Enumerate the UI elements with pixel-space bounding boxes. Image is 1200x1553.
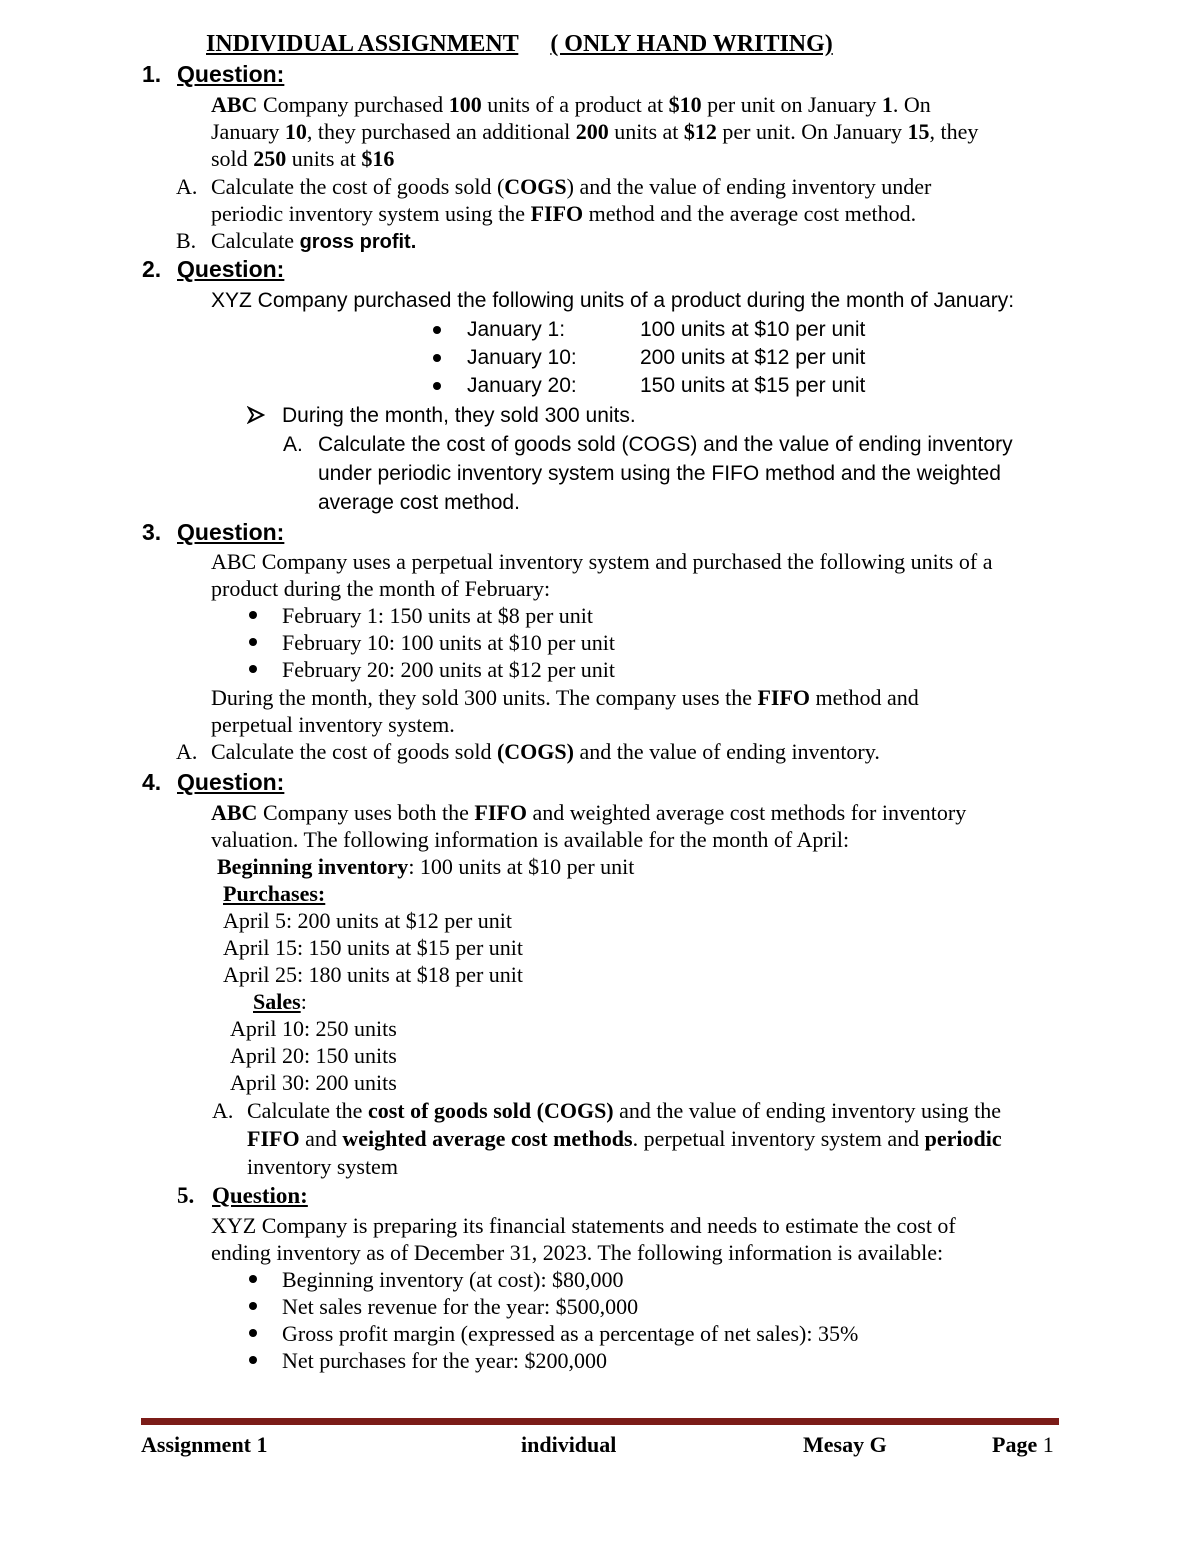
q2-item-detail: 100 units at $10 per unit [640,318,866,341]
bullet-icon [249,1356,257,1364]
footer-author: Mesay G [803,1432,887,1457]
q5-item: Net purchases for the year: $200,000 [282,1348,608,1373]
q4-a-line-1: Calculate the cost of goods sold (COGS) and the value of ending inventory using the [247,1098,1001,1123]
q4-heading: Question: [177,769,285,795]
q1-b-line: Calculate gross profit. [211,228,417,253]
q3-sold-line-2: perpetual inventory system. [211,712,455,737]
q4-number: 4. [142,769,162,795]
q4-sale: April 30: 200 units [230,1070,397,1095]
bullet-icon [249,665,257,673]
bullet-icon [433,354,441,362]
title-note: ( ONLY HAND WRITING) [550,31,833,57]
q3-number: 3. [142,519,162,545]
q4-intro-line-1: ABC Company uses both the FIFO and weighted average cost methods for inventory [211,800,967,825]
footer-page: Page 1 [992,1432,1054,1457]
q3-intro-line-1: ABC Company uses a perpetual inventory system and purchased the following units of a [211,549,993,574]
q2-item-date: January 10: [467,346,577,369]
q3-a-line: Calculate the cost of goods sold (COGS) and the value of ending inventory. [211,739,880,764]
q2-intro: XYZ Company purchased the following units of a product during the month of January: [211,289,1015,312]
bullet-icon [433,326,441,334]
q4-purchase: April 25: 180 units at $18 per unit [223,962,524,987]
bullet-icon [249,638,257,646]
q5-number: 5. [177,1183,195,1208]
q2-a-label: A. [283,433,303,456]
q1-para-line-3: sold 250 units at $16 [211,146,395,171]
q4-purchase: April 15: 150 units at $15 per unit [223,935,524,960]
q5-item: Gross profit margin (expressed as a percentage of net sales): 35% [282,1321,859,1346]
bullet-icon [433,382,441,390]
q3-item: February 20: 200 units at $12 per unit [282,657,616,682]
q5-intro-line-1: XYZ Company is preparing its financial statements and needs to estimate the cost of [211,1213,956,1238]
q5-heading: Question: [212,1183,308,1208]
q2-a-line-1: Calculate the cost of goods sold (COGS) and the value of ending inventory [318,433,1013,456]
q1-para-line-1: ABC Company purchased 100 units of a product at $10 per unit on January 1. On [211,92,931,117]
q2-item-detail: 200 units at $12 per unit [640,346,866,369]
q1-para-line-2: January 10, they purchased an additional 200 units at $12 per unit. On January 15, they [211,119,979,144]
q4-purchases-heading: Purchases: [223,881,326,906]
q2-item-date: January 1: [467,318,566,341]
q4-a-label: A. [212,1098,234,1123]
q1-a-line-1: Calculate the cost of goods sold (COGS) and the value of ending inventory under [211,174,932,199]
q4-purchase: April 5: 200 units at $12 per unit [223,908,513,933]
footer-type: individual [521,1432,617,1457]
q2-item-detail: 150 units at $15 per unit [640,374,866,397]
q3-heading: Question: [177,519,285,545]
q5-item: Net sales revenue for the year: $500,000 [282,1294,639,1319]
q3-sold-line-1: During the month, they sold 300 units. The company uses the FIFO method and [211,685,919,710]
q4-sale: April 10: 250 units [230,1016,397,1041]
bullet-icon [249,611,257,619]
q1-number: 1. [142,61,162,87]
q1-a-label: A. [176,174,198,199]
q2-sold-line: During the month, they sold 300 units. [282,404,636,427]
q2-a-line-2: under periodic inventory system using the FIFO method and the weighted [318,462,1001,485]
q2-heading: Question: [177,256,285,282]
footer-assignment: Assignment 1 [141,1432,268,1457]
q5-intro-line-2: ending inventory as of December 31, 2023. The following information is available: [211,1240,944,1265]
q2-item-date: January 20: [467,374,577,397]
arrow-bullet-icon [247,406,265,424]
q3-a-label: A. [176,739,198,764]
q4-sale: April 20: 150 units [230,1043,397,1068]
title-main: INDIVIDUAL ASSIGNMENT [206,31,519,57]
q4-a-line-2: FIFO and weighted average cost methods. perpetual inventory system and periodic [247,1126,1002,1151]
q4-intro-line-2: valuation. The following information is available for the month of April: [211,827,850,852]
q4-sales-heading: Sales: [253,989,307,1014]
page-title [178,31,833,58]
q2-a-line-3: average cost method. [318,491,520,514]
bullet-icon [249,1329,257,1337]
q4-a-line-3: inventory system [247,1154,398,1179]
q3-item: February 10: 100 units at $10 per unit [282,630,616,655]
q1-heading: Question: [177,61,285,87]
bullet-icon [249,1302,257,1310]
q2-number: 2. [142,256,162,282]
q3-item: February 1: 150 units at $8 per unit [282,603,594,628]
bullet-icon [249,1275,257,1283]
q3-intro-line-2: product during the month of February: [211,576,551,601]
footer-rule [141,1418,1059,1425]
q1-b-label: B. [176,228,197,253]
q5-item: Beginning inventory (at cost): $80,000 [282,1267,624,1292]
q4-beginning: Beginning inventory: 100 units at $10 per unit [217,854,635,879]
q1-a-line-2: periodic inventory system using the FIFO method and the average cost method. [211,201,917,226]
